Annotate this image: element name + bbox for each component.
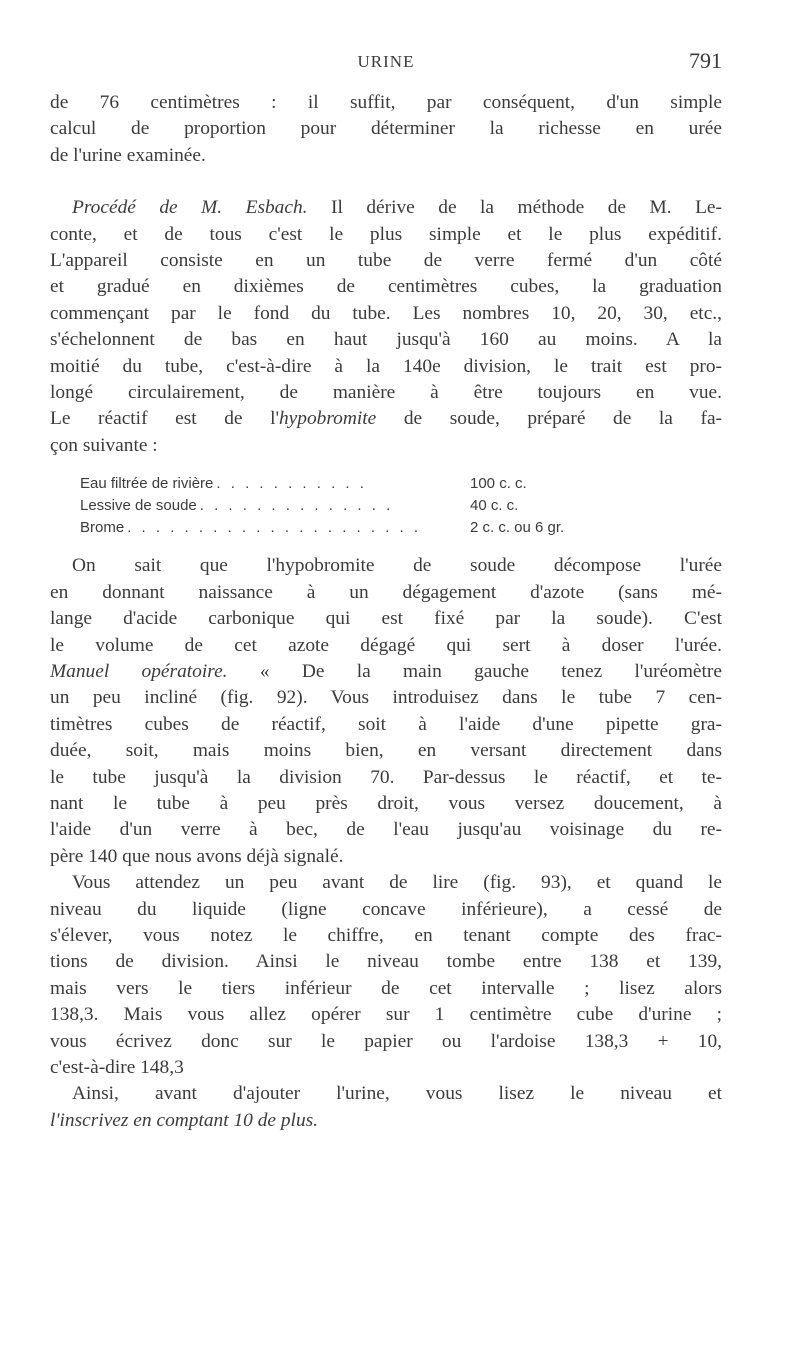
section-heading-manuel: Manuel opératoire. — [50, 660, 228, 682]
page-number: 791 — [689, 48, 722, 73]
body-text — [50, 90, 722, 1134]
text-line: çon suivante : — [50, 434, 158, 456]
text-line: lange d'acide carbonique qui est fixé par la soude). C'est — [50, 608, 722, 630]
text-line: le volume de cet azote dégagé qui sert à doser l'urée. — [50, 634, 722, 656]
section-heading-esbach: Procédé de M. Esbach. — [72, 197, 308, 219]
recipe-ingredient: Brome — [80, 519, 125, 537]
text-line: mais vers le tiers inférieur de cet intervalle ; lisez alors — [50, 977, 722, 999]
recipe-list — [80, 473, 640, 539]
running-title: URINE — [357, 52, 415, 71]
text-line: conte, et de tous c'est le plus simple et le plus expéditif. — [50, 223, 722, 245]
text-line: nant le tube à peu près droit, vous versez doucement, à — [50, 792, 722, 814]
text-line: On sait que l'hypobromite de soude décompose l'urée — [72, 555, 722, 577]
text-line: un peu incliné (fig. 92). Vous introduisez dans le tube 7 cen- — [50, 687, 722, 709]
recipe-quantity: 2 c. c. ou 6 gr. — [470, 519, 565, 537]
text-line: Manuel opératoire. « De la main gauche tenez l'uréomètre — [50, 660, 722, 682]
text-line: L'appareil consiste en un tube de verre fermé d'un côté — [50, 250, 722, 272]
text-line: niveau du liquide (ligne concave inférieure), a cessé de — [50, 898, 722, 920]
text-line: père 140 que nous avons déjà signalé. — [50, 845, 344, 867]
text-line: Le réactif est de l'hypobromite de soude, préparé de la fa- — [50, 408, 722, 430]
text-line: duée, soit, mais moins bien, en versant directement dans — [50, 740, 722, 762]
text-line: timètres cubes de réactif, soit à l'aide d'une pipette gra- — [50, 713, 722, 735]
recipe-ingredient: Lessive de soude — [80, 497, 197, 515]
text-line: l'aide d'un verre à bec, de l'eau jusqu'au voisinage du re- — [50, 819, 722, 841]
text-line: de 76 centimètres : il suffit, par conséquent, d'un simple — [50, 92, 722, 113]
recipe-ingredient: Eau filtrée de rivière — [80, 475, 214, 493]
recipe-row — [80, 473, 640, 495]
text-line: commençant par le fond du tube. Les nombres 10, 20, 30, etc., — [50, 302, 722, 324]
text-line: longé circulairement, de manière à être toujours en vue. — [50, 382, 722, 404]
text-line: s'échelonnent de bas en haut jusqu'à 160 au moins. A la — [50, 329, 722, 351]
text-line: tions de division. Ainsi le niveau tombe entre 138 et 139, — [50, 951, 722, 973]
recipe-quantity: 40 c. c. — [470, 497, 519, 515]
text-line: le tube jusqu'à la division 70. Par-dessus le réactif, et te- — [50, 766, 722, 788]
leader-dots: . . . . . . . . . . . — [216, 475, 367, 493]
text-line: calcul de proportion pour déterminer la richesse en urée — [50, 118, 722, 140]
text-line: en donnant naissance à un dégagement d'azote (sans mé- — [50, 581, 722, 603]
text-line: de l'urine examinée. — [50, 144, 206, 166]
leader-dots: . . . . . . . . . . . . . . . . . . . . . — [127, 519, 422, 537]
text-line: vous écrivez donc sur le papier ou l'ardoise 138,3 + 10, — [50, 1030, 722, 1052]
running-header — [50, 48, 722, 88]
recipe-row — [80, 517, 640, 539]
recipe-quantity: 100 c. c. — [470, 475, 527, 493]
text-line: et gradué en dixièmes de centimètres cubes, la graduation — [50, 276, 722, 298]
text-line: moitié du tube, c'est-à-dire à la 140e division, le trait est pro- — [50, 355, 722, 377]
text-line: Procédé de M. Esbach. Il dérive de la méthode de M. Le- — [72, 197, 722, 219]
leader-dots: . . . . . . . . . . . . . . — [199, 497, 394, 515]
recipe-row — [80, 495, 640, 517]
text-line: Ainsi, avant d'ajouter l'urine, vous lisez le niveau et — [72, 1083, 722, 1105]
text-line: 138,3. Mais vous allez opérer sur 1 centimètre cube d'urine ; — [50, 1004, 722, 1026]
text-line: l'inscrivez en comptant 10 de plus. — [50, 1109, 319, 1131]
text-line: c'est-à-dire 148,3 — [50, 1057, 184, 1078]
text-line: s'élever, vous notez le chiffre, en tenant compte des frac- — [50, 924, 722, 946]
text-line: Vous attendez un peu avant de lire (fig. 93), et quand le — [72, 872, 722, 894]
